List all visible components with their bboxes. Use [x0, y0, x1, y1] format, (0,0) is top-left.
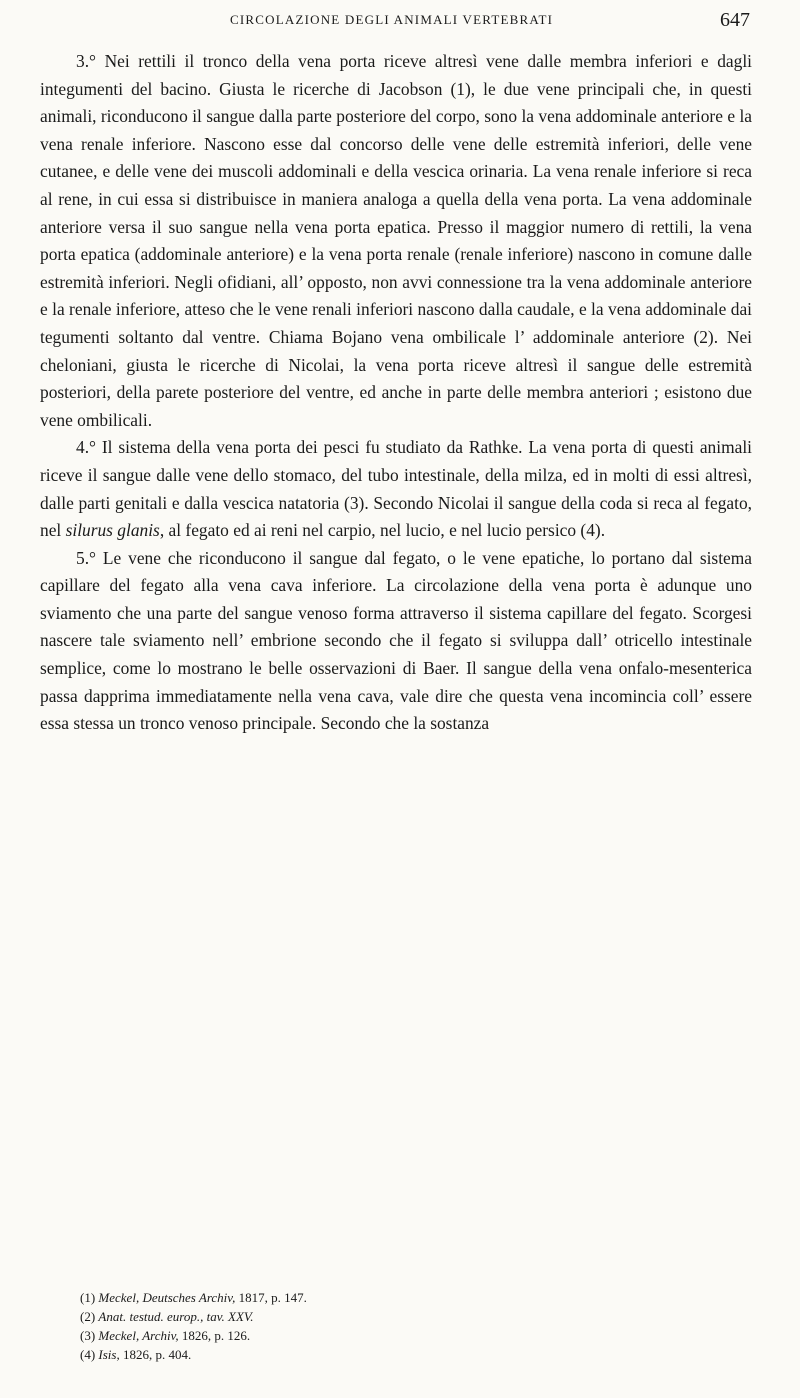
footnote-reference: 1826, p. 126.	[178, 1328, 251, 1343]
footnote-citation: Isis,	[98, 1347, 120, 1362]
paragraph-fishes-text-before: 4.° Il sistema della vena porta dei pesci fu studiato da Rathke. La vena porta di questi animali riceve il sangue dalle vene dello stomaco, del tubo intestinale, della milza, ed in molti di essi altresì, dalle parti genitali e dalla vescica natatoria (3). Secondo Nicolai il sangue della coda si reca al fegato, nel	[40, 437, 752, 541]
species-name-italic: silurus glanis	[65, 520, 160, 541]
page-number: 647	[720, 9, 750, 31]
footnote-reference: 1817, p. 147.	[235, 1290, 307, 1305]
footnote-number: (4)	[80, 1347, 96, 1362]
footnote-4	[80, 1345, 720, 1364]
footnote-citation: Anat. testud. europ., tav. XXV.	[98, 1309, 254, 1324]
footnote-citation: Meckel, Archiv,	[98, 1328, 179, 1343]
footnote-number: (1)	[80, 1290, 96, 1305]
footnote-reference: 1826, p. 404.	[119, 1347, 192, 1362]
paragraph-hepatic-veins: 5.° Le vene che riconducono il sangue dal fegato, o le vene epatiche, lo portano dal sistema capillare del fegato alla vena cava inferiore. La circolazione della vena porta è adunque uno sviamento che una parte del sangue venoso forma attraverso il sistema capillare del fegato. Scorgesi nascere tale sviamento nell’ embrione secondo che il fegato si sviluppa dall’ otricello intestinale semplice, come lo mostrano le belle osservazioni di Baer. Il sangue della vena onfalo-mesenterica passa dapprima immediatamente nella vena cava, vale dire che questa vena incomincia coll’ essere essa stessa un tronco venoso principale. Secondo che la sostanza	[40, 547, 752, 734]
footnote-1	[80, 1288, 720, 1307]
footnote-citation: Meckel, Deutsches Archiv,	[98, 1290, 236, 1305]
footnote-number: (2)	[80, 1309, 96, 1324]
footnote-3	[80, 1326, 720, 1345]
footnotes	[80, 1288, 720, 1364]
paragraph-fishes	[40, 434, 752, 544]
running-head: CIRCOLAZIONE DEGLI ANIMALI VERTEBRATI	[230, 12, 554, 27]
paragraph-reptiles: 3.° Nei rettili il tronco della vena porta riceve altresì vene dalle membra inferiori e dagli integumenti del bacino. Giusta le ricerche di Jacobson (1), le due vene principali che, in questi animali, riconducono il sangue dalla parte posteriore del corpo, sono la vena addominale anteriore e la vena renale inferiore. Nascono esse dal concorso delle vene delle estremità inferiori, delle vene cutanee, e delle vene dei muscoli addominali e della vescica orinaria. La vena renale inferiore si reca al rene, in cui essa si distribuisce in maniera analoga a quella della vena porta. La vena addominale anteriore versa il suo sangue nella vena porta epatica. Presso il maggior numero di rettili, la vena porta epatica (addominale anteriore) e la vena porta renale (renale inferiore) nascono in comune dalle estremità inferiori. Negli ofidiani, all’ opposto, non avvi connessione tra la vena addominale anteriore e la renale inferiore, atteso che le vene renali inferiori nascono dalla caudale, e la vena addominale dai tegumenti soltanto dal ventre. Chiama Bojano vena ombilicale l’ addominale anteriore (2). Nei cheloniani, giusta le ricerche di Nicolai, la vena porta riceve altresì il sangue delle estremità posteriori, della parete posteriore del ventre, ed anche in parte delle membra anteriori ; esistono due vene ombilicali.	[40, 51, 752, 430]
page-header	[230, 9, 750, 34]
body-text	[40, 48, 752, 738]
paragraph-fishes-text-after: , al fegato ed ai reni nel carpio, nel lucio, e nel lucio persico (4).	[159, 520, 606, 541]
footnote-2	[80, 1307, 720, 1326]
footnote-number: (3)	[80, 1328, 96, 1343]
